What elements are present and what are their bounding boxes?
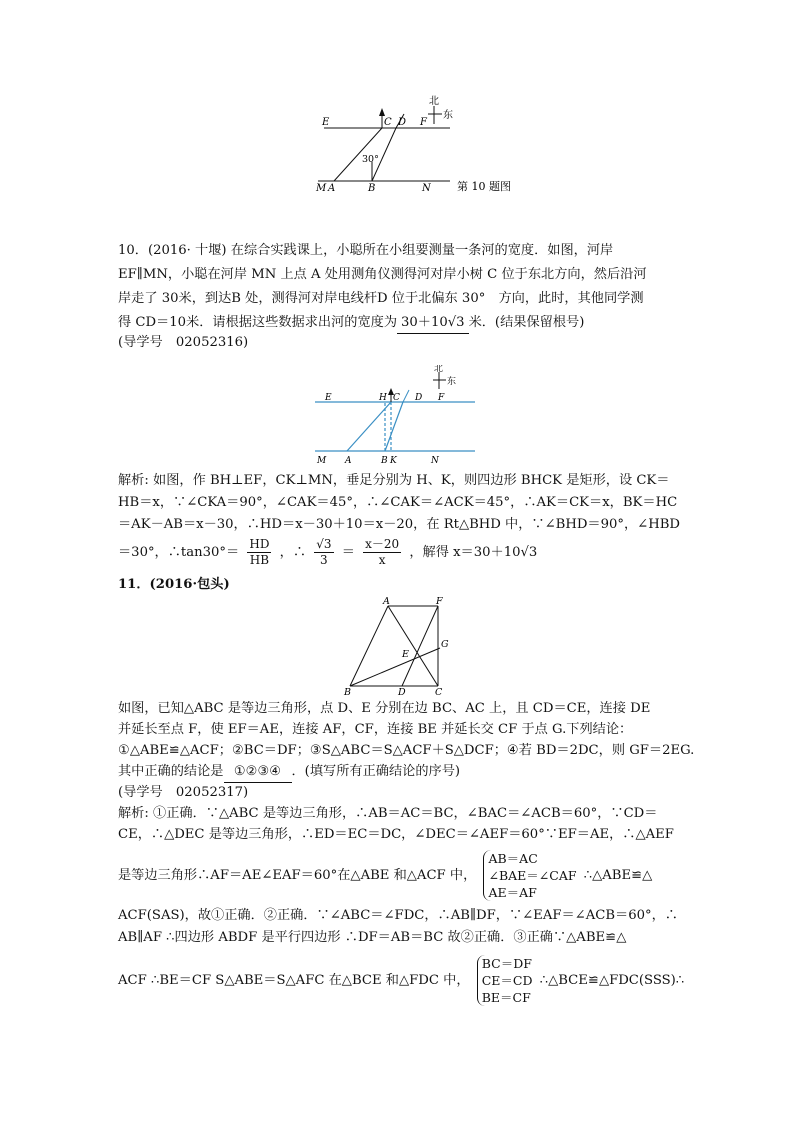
figure-10-top xyxy=(300,92,540,202)
sol-label-M: M xyxy=(317,456,327,466)
label-A: A xyxy=(328,183,336,194)
q10-guide: (导学号 02052316) xyxy=(118,335,249,350)
sol-label-E: E xyxy=(325,393,332,403)
sol10-line2: HB＝x，∵∠CKA＝90°，∠CAK＝45°，∴∠CAK＝∠ACK＝45°，∴AK＝CK＝x，BK＝HC xyxy=(118,495,678,510)
fraction-sqrt3-3 xyxy=(314,537,333,568)
figure-11-svg xyxy=(340,596,460,698)
label-M: M xyxy=(316,183,327,194)
label-N: N xyxy=(422,183,431,194)
q11-line3: ①△ABE≌△ACF；②BC＝DF；③S△ABC＝S△ACF＋S△DCF；④若 BD＝2DC，则 GF＝2EG. xyxy=(118,743,695,758)
q11-label-C: C xyxy=(435,687,443,698)
sol11-line4: ACF(SAS)，故①正确．②正确．∵∠ABC＝∠FDC，∴AB∥DF，∵∠EAF＝∠ACB＝60°，∴ xyxy=(118,908,678,923)
system-of-equations-2 xyxy=(477,955,533,1006)
q10-answer: 30＋10√3 xyxy=(397,313,469,334)
q11-line4-start: 其中正确的结论是 xyxy=(118,764,224,779)
sol-label-B: B xyxy=(381,456,388,466)
sys1-row: AE＝AF xyxy=(488,885,537,900)
sol10-line4-a: ＝30°，∴tan30°＝ xyxy=(118,545,240,560)
sol-label-H: H xyxy=(379,393,387,403)
q11-guide: (导学号 02052317) xyxy=(118,785,249,800)
label-F: F xyxy=(420,117,427,128)
fraction-hd-hb xyxy=(247,537,271,568)
sol-label-C: C xyxy=(393,393,400,403)
sys1-row: AB＝AC xyxy=(488,851,538,866)
sol-label-K: K xyxy=(390,456,397,466)
label-B: B xyxy=(368,183,376,194)
sol11-line1: 解析: ①正确．∵△ABC 是等边三角形，∴AB＝AC＝BC，∠BAC＝∠ACB＝60°，∵CD＝ xyxy=(118,806,658,821)
q10-line4 xyxy=(118,313,584,334)
sol11-line3-b: ∴△ABE≌△ xyxy=(583,868,653,883)
frac1-den: HB xyxy=(249,553,270,567)
q10-line1: 10．(2016· 十堰) 在综合实践课上，小聪所在小组要测量一条河的宽度．如图，河岸 xyxy=(118,243,614,258)
q11-line1: 如图，已知△ABC 是等边三角形，点 D、E 分别在边 BC、AC 上，且 CD＝CE，连接 DE xyxy=(118,701,651,716)
sys2-row: BE＝CF xyxy=(481,990,531,1005)
label-east: 东 xyxy=(443,110,453,121)
q11-label-D: D xyxy=(398,687,406,698)
q11-label-G: G xyxy=(441,639,449,650)
q10-line2: EF∥MN，小聪在河岸 MN 上点 A 处用测角仪测得河对岸小树 C 位于东北方向，然后沿河 xyxy=(118,267,647,282)
q11-head: 11．(2016·包头) xyxy=(118,577,230,592)
sol11-line2: CE，∴△DEC 是等边三角形，∴ED＝EC＝DC，∠DEC＝∠AEF＝60°∵EF＝AE，∴△AEF xyxy=(118,827,674,842)
q11-label-A: A xyxy=(383,596,390,607)
q11-label-F: F xyxy=(436,596,443,607)
sol-label-D: D xyxy=(415,393,423,403)
sol-label-N: N xyxy=(431,456,439,466)
sol-label-F: F xyxy=(438,393,445,403)
sol-label-A: A xyxy=(345,456,352,466)
q10-line4-end: 米．(结果保留根号) xyxy=(468,315,585,330)
sol11-line5: AB∥AF ∴四边形 ABDF 是平行四边形 ∴DF＝AB＝BC 故②正确．③正确∵△ABE≌△ xyxy=(118,930,627,945)
system-of-equations-1 xyxy=(483,850,576,901)
label-angle: 30° xyxy=(362,154,379,165)
frac2-num: √3 xyxy=(316,537,332,551)
q11-label-E: E xyxy=(402,649,409,660)
q11-line4 xyxy=(118,762,460,783)
frac2-den: 3 xyxy=(320,553,328,567)
sys2-row: CE＝CD xyxy=(481,973,533,988)
q11-line2: 并延长至点 F，使 EF＝AE，连接 AF，CF，连接 BE 并延长交 CF 于点 G.下列结论： xyxy=(118,722,633,737)
sol10-line4-d: ，解得 x＝30＋10√3 xyxy=(409,545,538,560)
sol11-line6 xyxy=(118,955,684,1007)
label-C: C xyxy=(384,117,392,128)
q11-line4-end: ．(填写所有正确结论的序号) xyxy=(291,764,461,779)
sol-label-east: 东 xyxy=(447,377,457,387)
frac3-num: x－20 xyxy=(365,537,400,551)
q11-label-B: B xyxy=(344,687,351,698)
sol10-line3: ＝AK－AB＝x－30，∴HD＝x－30＋10＝x－20，在 Rt△BHD 中，∵∠BHD＝90°，∠HBD xyxy=(118,517,680,532)
q11-answer: ①②③④ xyxy=(224,762,292,783)
label-D: D xyxy=(398,117,407,128)
sys1-row: ∠BAE＝∠CAF xyxy=(488,868,577,883)
figure-caption: 第 10 题图 xyxy=(457,180,511,193)
label-north: 北 xyxy=(429,96,439,107)
sol11-line6-a: ACF ∴BE＝CF S△ABE＝S△AFC 在△BCE 和△FDC 中， xyxy=(118,973,470,988)
figure-11 xyxy=(340,596,460,698)
fraction-x20-x xyxy=(363,537,401,568)
sol10-line4-c: ＝ xyxy=(341,545,355,560)
frac3-den: x xyxy=(378,553,386,567)
frac1-num: HD xyxy=(249,537,270,551)
figure-10-solution xyxy=(305,365,485,470)
sol10-line1: 解析: 如图，作 BH⊥EF，CK⊥MN，垂足分别为 H、K，则四边形 BHCK 是矩形，设 CK＝ xyxy=(118,473,670,488)
figure-10-top-svg xyxy=(300,92,540,202)
label-E: E xyxy=(322,117,330,128)
sol11-line3 xyxy=(118,850,652,902)
sol11-line3-a: 是等边三角形∴AF＝AE∠EAF＝60°在△ABE 和△ACF 中， xyxy=(118,868,477,883)
sol10-line4-b: ，∴ xyxy=(279,545,307,560)
sys2-row: BC＝DF xyxy=(481,956,532,971)
sol-label-north: 北 xyxy=(434,365,444,374)
q10-line3: 岸走了 30米，到达B 处，测得河对岸电线杆D 位于北偏东 30° 方向，此时，其他同学测 xyxy=(118,291,644,306)
sol10-line4 xyxy=(118,536,537,570)
q10-line4-start: 得 CD＝10米．请根据这些数据求出河的宽度为 xyxy=(118,315,398,330)
figure-10-solution-svg xyxy=(305,365,485,470)
sol11-line6-b: ∴△BCE≌△FDC(SSS)∴ xyxy=(539,973,685,988)
